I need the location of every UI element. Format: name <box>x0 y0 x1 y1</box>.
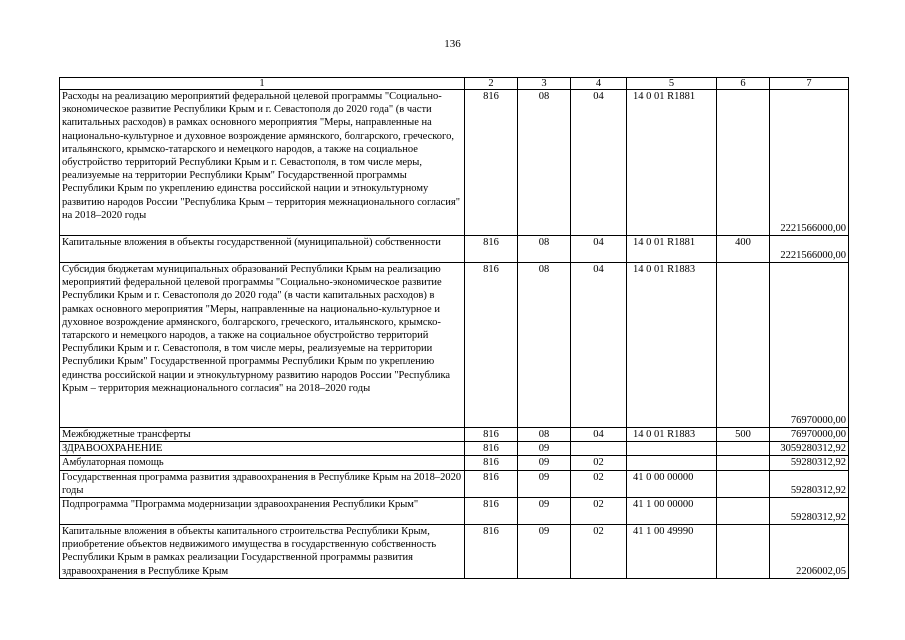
row-pr: 02 <box>571 525 627 579</box>
row-vr <box>717 456 770 470</box>
row-vr <box>717 470 770 497</box>
row-amount: 76970000,00 <box>770 428 849 442</box>
row-ved: 816 <box>465 525 518 579</box>
table-row <box>60 428 849 442</box>
row-pr <box>571 442 627 456</box>
table-row <box>60 525 849 579</box>
row-vr <box>717 498 770 525</box>
row-name: Капитальные вложения в объекты капитального строительства Республики Крым, приобретение объектов недвижимого имущества в государственную собственность Республики Крым в рамках реализации Государственной программы развития здравоохранения в Республике Крым <box>60 525 465 579</box>
row-csr <box>627 442 717 456</box>
row-vr <box>717 525 770 579</box>
header-cell: 6 <box>717 78 770 90</box>
row-vr <box>717 263 770 428</box>
row-ved: 816 <box>465 263 518 428</box>
row-name: Амбулаторная помощь <box>60 456 465 470</box>
header-cell: 2 <box>465 78 518 90</box>
row-name: Субсидия бюджетам муниципальных образований Республики Крым на реализацию мероприятий федеральной целевой программы "Социально-экономическое развитие Республики Крым и г. Севастополя до 2020 года" (в части капитальных расходов) в рамках основного мероприятия "Меры, направленные на национально-культурное и духовное возрождение армянского, болгарского, греческого, итальянского, крымско-татарского и немецкого народов, а также на социальное обустройство территорий Республики Крым и г. Севастополя, в том числе меры, реализуемые на территории Республики Крым" Государственной программы Республики Крым по укреплению единства российской нации и этнокультурному развитию народов России "Республика Крым – территория межнационального согласия" на 2018–2020 годы <box>60 263 465 428</box>
header-cell: 3 <box>518 78 571 90</box>
row-pr: 04 <box>571 428 627 442</box>
row-vr: 400 <box>717 236 770 263</box>
row-csr <box>627 456 717 470</box>
row-amount: 76970000,00 <box>770 263 849 428</box>
table-row <box>60 442 849 456</box>
row-name: Капитальные вложения в объекты государственной (муниципальной) собственности <box>60 236 465 263</box>
row-name: Расходы на реализацию мероприятий федеральной целевой программы "Социально-экономическое развитие Республики Крым и г. Севастополя до 2020 года" (в части капитальных расходов) в рамках основного мероприятия "Меры, направленные на национально-культурное и духовное возрождение армянского, болгарского, греческого, итальянского, крымско-татарского и немецкого народов, а также на социальное обустройство территорий Республики Крым и г. Севастополя, в том числе меры, реализуемые на территории Республики Крым" Государственной программы Республики Крым по укреплению единства российской нации и этнокультурному развитию народов России "Республика Крым – территория межнационального согласия" на 2018–2020 годы <box>60 90 465 236</box>
row-rz: 08 <box>518 236 571 263</box>
budget-table <box>59 77 849 579</box>
header-cell: 5 <box>627 78 717 90</box>
row-csr: 14 0 01 R1883 <box>627 263 717 428</box>
row-csr: 41 0 00 00000 <box>627 470 717 497</box>
row-amount: 2206002,05 <box>770 525 849 579</box>
table-row <box>60 456 849 470</box>
row-csr: 41 1 00 49990 <box>627 525 717 579</box>
table-row <box>60 90 849 236</box>
row-rz: 09 <box>518 498 571 525</box>
table-row <box>60 236 849 263</box>
table-row <box>60 470 849 497</box>
row-amount: 59280312,92 <box>770 456 849 470</box>
row-csr: 14 0 01 R1883 <box>627 428 717 442</box>
row-csr: 41 1 00 00000 <box>627 498 717 525</box>
row-name: Межбюджетные трансферты <box>60 428 465 442</box>
row-vr <box>717 90 770 236</box>
row-pr: 04 <box>571 263 627 428</box>
row-vr <box>717 442 770 456</box>
header-cell: 1 <box>60 78 465 90</box>
row-ved: 816 <box>465 442 518 456</box>
row-amount: 2221566000,00 <box>770 236 849 263</box>
header-cell: 4 <box>571 78 627 90</box>
row-rz: 09 <box>518 470 571 497</box>
row-pr: 02 <box>571 470 627 497</box>
table-row <box>60 263 849 428</box>
row-rz: 09 <box>518 525 571 579</box>
row-pr: 04 <box>571 236 627 263</box>
row-pr: 04 <box>571 90 627 236</box>
row-ved: 816 <box>465 470 518 497</box>
row-amount: 59280312,92 <box>770 498 849 525</box>
row-ved: 816 <box>465 428 518 442</box>
header-row <box>60 78 849 90</box>
row-ved: 816 <box>465 498 518 525</box>
header-cell: 7 <box>770 78 849 90</box>
row-pr: 02 <box>571 456 627 470</box>
row-ved: 816 <box>465 456 518 470</box>
row-rz: 09 <box>518 442 571 456</box>
row-csr: 14 0 01 R1881 <box>627 90 717 236</box>
row-name: ЗДРАВООХРАНЕНИЕ <box>60 442 465 456</box>
row-ved: 816 <box>465 90 518 236</box>
row-csr: 14 0 01 R1881 <box>627 236 717 263</box>
row-rz: 08 <box>518 263 571 428</box>
page-number: 136 <box>444 38 461 50</box>
row-amount: 3059280312,92 <box>770 442 849 456</box>
row-ved: 816 <box>465 236 518 263</box>
row-vr: 500 <box>717 428 770 442</box>
row-rz: 08 <box>518 428 571 442</box>
row-name: Государственная программа развития здравоохранения в Республике Крым на 2018–2020 годы <box>60 470 465 497</box>
row-rz: 08 <box>518 90 571 236</box>
row-name: Подпрограмма "Программа модернизации здравоохранения Республики Крым" <box>60 498 465 525</box>
table-row <box>60 498 849 525</box>
row-amount: 59280312,92 <box>770 470 849 497</box>
row-rz: 09 <box>518 456 571 470</box>
row-amount: 2221566000,00 <box>770 90 849 236</box>
row-pr: 02 <box>571 498 627 525</box>
